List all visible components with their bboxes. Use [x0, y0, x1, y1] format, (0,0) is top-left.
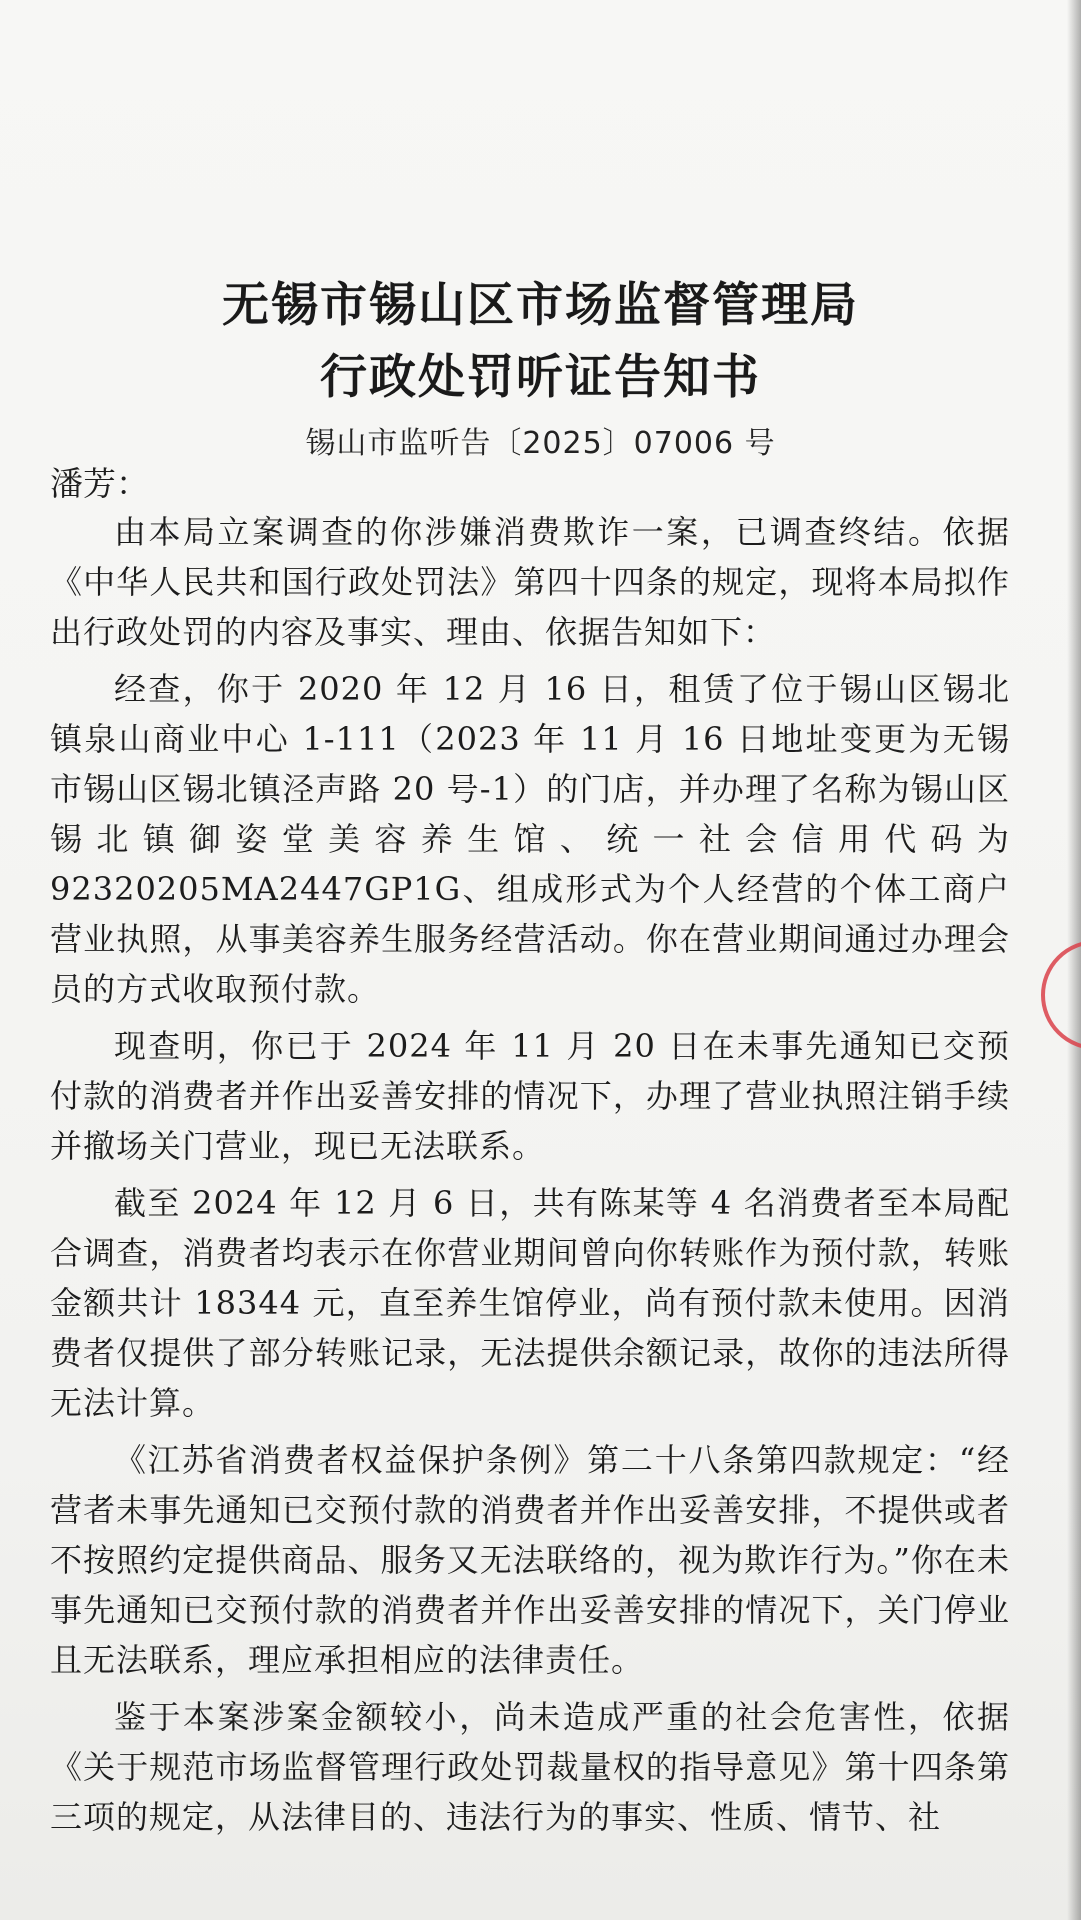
paragraph: 经查，你于 2020 年 12 月 16 日，租赁了位于锡山区锡北镇泉山商业中心 1-111（2023 年 11 月 16 日地址变更为无锡市锡山区锡北镇泾声路 20 号-1）的门店，并办理了名称为锡山区锡北镇御姿堂美容养生馆、统一社会信用代码为 92320205MA2447GP1G、组成形式为个人经营的个体工商户营业执照，从事美容养生服务经营活动。你在营业期间通过办理会员的方式收取预付款。	[50, 670, 1010, 1008]
paragraph: 由本局立案调查的你涉嫌消费欺诈一案，已调查终结。依据《中华人民共和国行政处罚法》第四十四条的规定，现将本局拟作出行政处罚的内容及事实、理由、依据告知如下：	[50, 513, 1010, 651]
document-title-type: 行政处罚听证告知书	[320, 350, 761, 405]
paragraph: 鉴于本案涉案金额较小，尚未造成严重的社会危害性，依据《关于规范市场监督管理行政处罚裁量权的指导意见》第十四条第三项的规定，从法律目的、违法行为的事实、性质、情节、社	[50, 1698, 1010, 1836]
paragraph: 截至 2024 年 12 月 6 日，共有陈某等 4 名消费者至本局配合调查，消费者均表示在你营业期间曾向你转账作为预付款，转账金额共计 18344 元，直至养生馆停业，尚有预付款未使用。因消费者仅提供了部分转账记录，无法提供余额记录，故你的违法所得无法计算。	[50, 1184, 1010, 1422]
document-title-agency: 无锡市锡山区市场监督管理局	[222, 278, 859, 333]
red-seal-stamp	[1041, 940, 1081, 1050]
addressee: 潘芳：	[50, 464, 149, 503]
paragraph: 《江苏省消费者权益保护条例》第二十八条第四款规定：“经营者未事先通知已交预付款的消费者并作出妥善安排，不提供或者不按照约定提供商品、服务又无法联络的，视为欺诈行为。”你在未事先通知已交预付款的消费者并作出妥善安排的情况下，关门停业且无法联系，理应承担相应的法律责任。	[50, 1441, 1010, 1679]
paragraph: 现查明，你已于 2024 年 11 月 20 日在未事先通知已交预付款的消费者并作出妥善安排的情况下，办理了营业执照注销手续并撤场关门营业，现已无法联系。	[50, 1027, 1010, 1165]
document-number: 锡山市监听告〔2025〕07006 号	[305, 426, 776, 461]
document-body	[50, 507, 1010, 1849]
